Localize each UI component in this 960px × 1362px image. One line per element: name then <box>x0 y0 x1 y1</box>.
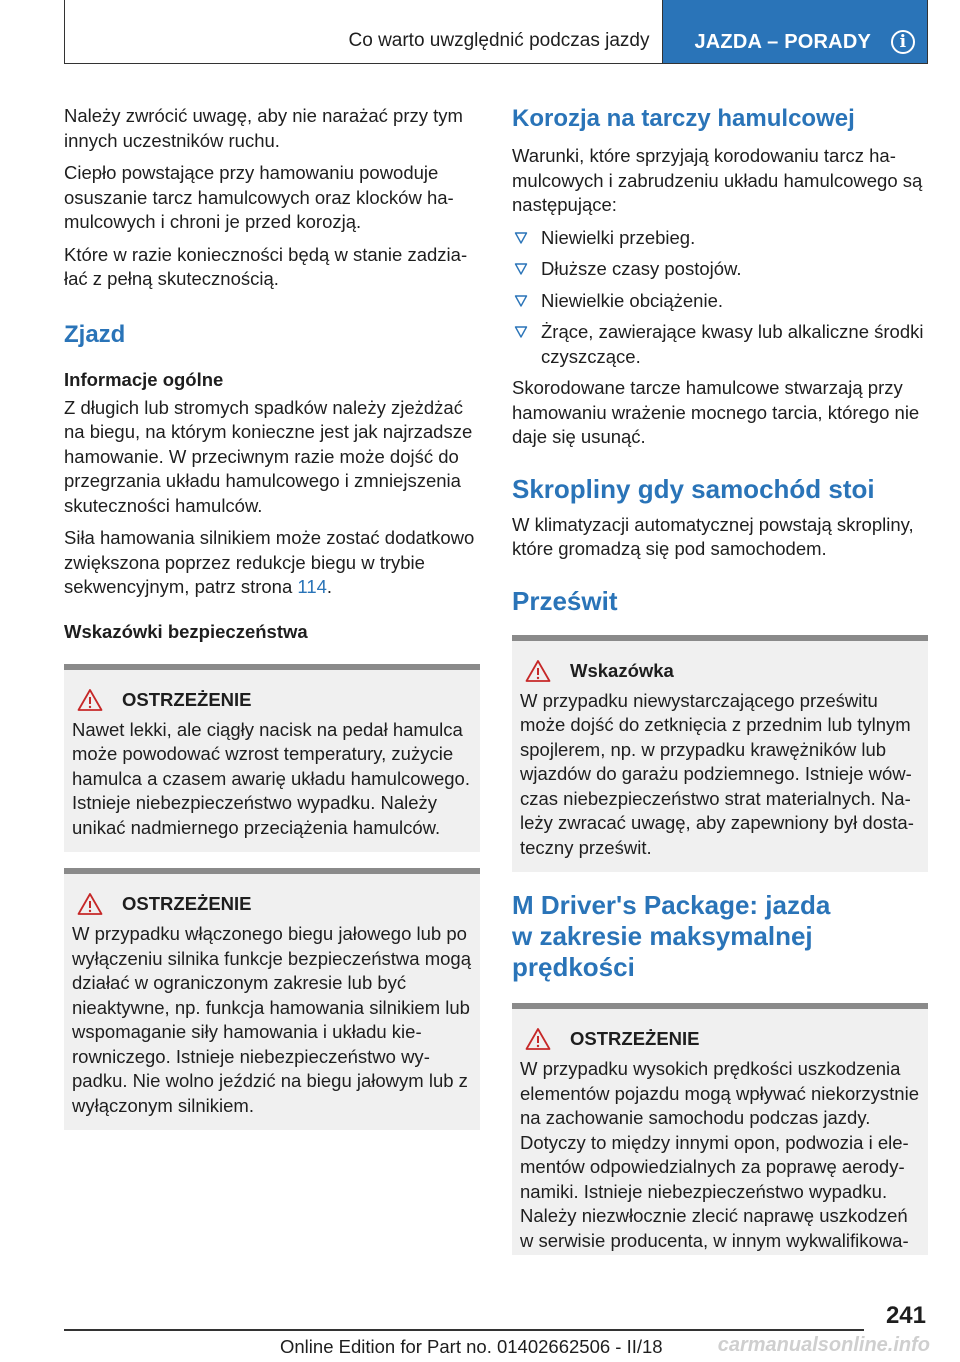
page-number: 241 <box>885 1302 926 1329</box>
corrosion-outro: Skorodowane tarcze hamulcowe stwarzają przy hamowaniu wrażenie mocnego tarcia, którego nie daje się usunąć. <box>512 377 920 447</box>
warning-box <box>64 664 480 853</box>
warning-triangle-icon <box>77 892 103 916</box>
edition-text: Online Edition for Part no. 01402662506 - II/18 <box>280 1336 663 1357</box>
heading-safety: Wskazówki bezpieczeństwa <box>64 620 308 642</box>
list-item: Niewielki przebieg. <box>512 226 928 251</box>
triangle-bullet-icon <box>514 294 528 308</box>
general-paragraph: Z długich lub stromych spadków należy zjeżdżać na biegu, na którym konieczne jest jak najrzadsze hamowanie. W przeciwnym razie może dojść do przegrzania układu hamulcowego i zmniejszenia skuteczności hamulców. <box>64 396 473 516</box>
warning-title: OSTRZEŻENIE <box>122 688 252 710</box>
warning-triangle-icon <box>525 1027 551 1051</box>
corrosion-intro: Warunki, które sprzyjają korodowaniu tarcz hamulcowych i zabrudzeniu układu hamulcowego są następujące: <box>512 145 923 215</box>
page-header <box>64 0 928 64</box>
heading-condensate: Skropliny gdy samochód stoi <box>512 473 875 504</box>
warning-text: W przypadku włączonego biegu jałowego lub po wyłączeniu silnika funkcje bezpieczeństwa mogą działać w ograniczonym zakresie lub być nieaktywne, np. funkcja hamowania silnikiem lub wspomaganie siły hamowania i układu kierowniczego. Istnieje niebezpieczeństwo wypadku. Nie wolno jeździć na biegu jałowym lub z wyłączonym silnikiem. <box>72 923 471 1116</box>
note-title: Wskazówka <box>570 659 674 681</box>
triangle-bullet-icon <box>514 231 528 245</box>
general-paragraph-link: Siła hamowania silnikiem może zostać dodatkowo zwiększona poprzez redukcje biegu w trybie sekwencyjnym, patrz strona 114. <box>64 527 475 597</box>
list-item: Niewielkie obciążenie. <box>512 289 928 314</box>
info-icon: i <box>891 30 915 54</box>
intro-paragraph: Ciepło powstające przy hamowaniu powoduje osuszanie tarcz hamulcowych oraz klocków hamulcowych i chroni je przed korozją. <box>64 162 454 232</box>
heading-corrosion: Korozja na tarczy hamulcowej <box>512 105 855 132</box>
warning-title: OSTRZEŻENIE <box>122 893 252 914</box>
warning-text: Nawet lekki, ale ciągły nacisk na pedał hamulca może powodować wzrost temperatury, zużycie hamulca a czasem awarię układu hamulcowego. Istnieje niebezpieczeństwo wypadku. Należy unikać nadmiernego przeciążenia hamulców. <box>72 718 470 838</box>
warning-triangle-icon <box>77 688 103 712</box>
intro-paragraph: Należy zwrócić uwagę, aby nie narażać przy tym innych uczestników ruchu. <box>64 105 463 151</box>
footer-rule <box>64 1329 864 1331</box>
left-column <box>64 104 480 1146</box>
intro-paragraph: Które w razie konieczności będą w stanie zadziałać z pełną skutecznością. <box>64 243 468 289</box>
triangle-bullet-icon <box>514 262 528 276</box>
warning-title: OSTRZEŻENIE <box>570 1028 700 1049</box>
list-item: Dłuższe czasy postojów. <box>512 257 928 282</box>
section-title: Co warto uwzględnić podczas jazdy <box>348 30 650 51</box>
page-link[interactable]: 114 <box>297 576 327 597</box>
watermark: carmanualsonline.info <box>717 1334 930 1356</box>
heading-general-info: Informacje ogólne <box>64 368 224 390</box>
warning-box <box>512 1003 928 1255</box>
warning-box <box>64 868 480 1130</box>
note-text: W przypadku niewystarczającego prześwitu może dojść do zetknięcia z przednim lub tylnym spojlerem, np. w przypadku krawężników lub wjazdów do garażu podziemnego. Istnieje wówczas niebezpieczeństwo strat materialnych. Należy zwracać uwagę, aby zapewniony był dostateczny prześwit. <box>520 689 914 858</box>
note-box <box>512 635 928 873</box>
heading-mdriver: M Driver's Package: jazda w zakresie maksymalnej prędkości <box>512 890 831 982</box>
heading-clearance: Prześwit <box>512 585 618 616</box>
list-item: Żrące, zawierające kwasy lub alkaliczne środki czyszczące. <box>512 320 928 369</box>
chapter-tab[interactable] <box>663 0 927 63</box>
triangle-bullet-icon <box>514 325 528 339</box>
chapter-title: JAZDA – PORADY <box>694 31 871 53</box>
warning-triangle-icon <box>525 659 551 683</box>
condensate-text: W klimatyzacji automatycznej powstają skropliny, które gromadzą się pod samochodem. <box>512 513 914 559</box>
right-column <box>512 104 928 1255</box>
warning-text: W przypadku wysokich prędkości uszkodzenia elementów pojazdu mogą wpływać niekorzystnie na zachowanie samochodu podczas jazdy. Dotyczy to między innymi opon, podwozia i elementów odpowiedzialnych za poprawę aerodynamiki. Istnieje niebezpieczeństwo wypadku. Należy niezwłocznie zlecić naprawę uszkodzeń w serwisie producenta, w innym wykwalifikowa- <box>520 1058 919 1251</box>
corrosion-list <box>512 226 928 370</box>
heading-zjazd: Zjazd <box>64 320 126 348</box>
